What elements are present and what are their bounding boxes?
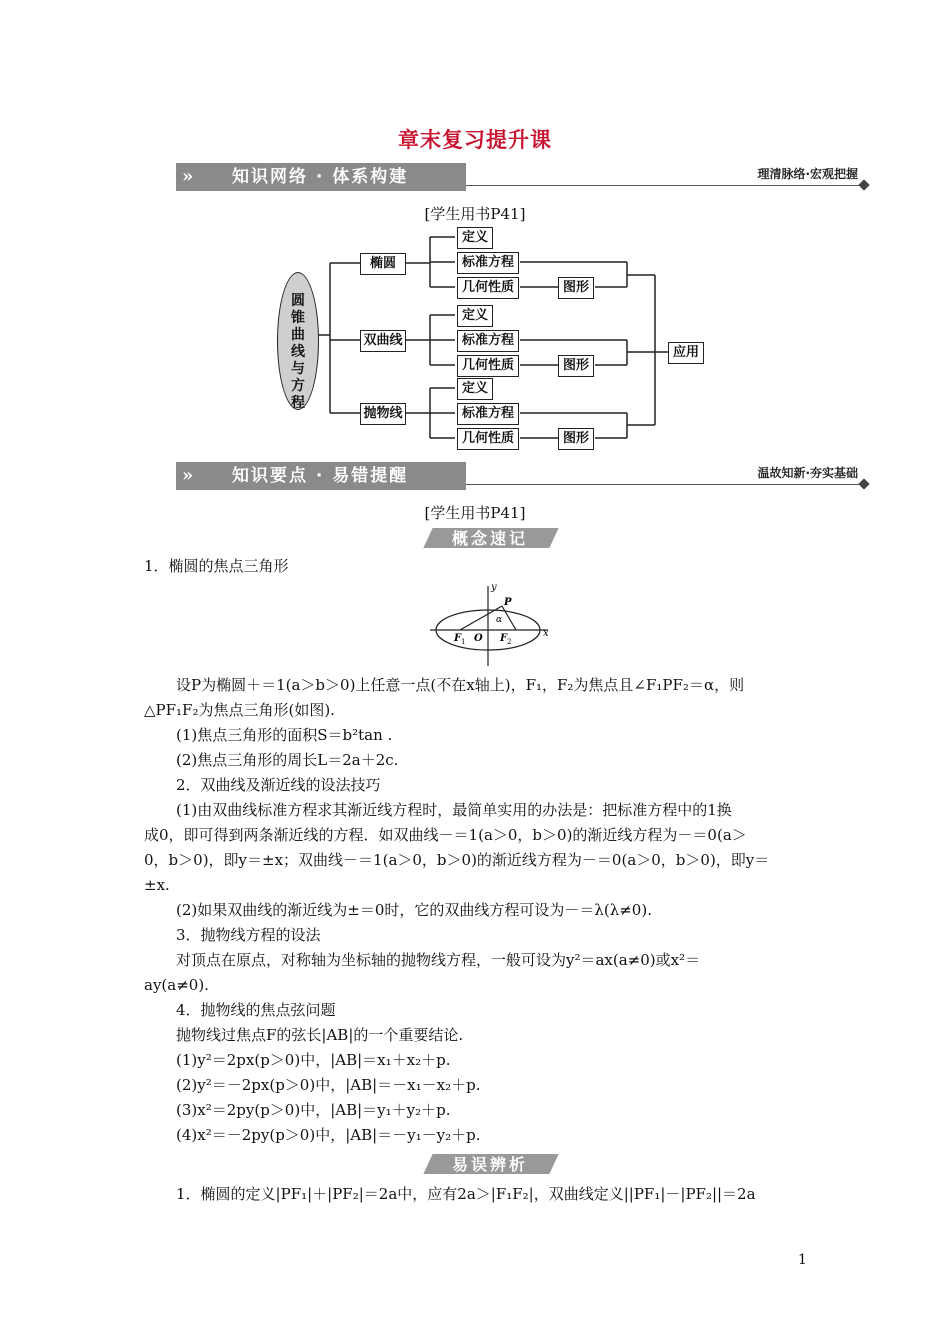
branch-node: 抛物线 <box>360 403 406 425</box>
branch-node: 椭圆 <box>360 253 406 275</box>
paragraph: (2)如果双曲线的渐近线为±＝0时，它的双曲线方程可设为－＝λ(λ≠0). <box>176 901 652 919</box>
paragraph: 成0，即可得到两条渐近线的方程．如双曲线－＝1(a＞0，b＞0)的渐近线方程为－＝0(a＞ <box>144 826 747 844</box>
root-char: 线 <box>291 344 305 360</box>
paragraph: (2)y²＝－2px(p＞0)中，|AB|＝－x₁－x₂＋p. <box>176 1076 481 1094</box>
banner-title: 知识网络 · 体系构建 <box>232 167 409 187</box>
banner-subtitle: 温故知新·夯实基础 <box>757 466 858 480</box>
paragraph: 对顶点在原点，对称轴为坐标轴的抛物线方程，一般可设为y²＝ax(a≠0)或x²＝ <box>176 951 701 969</box>
item-heading: 4．抛物线的焦点弦问题 <box>176 1001 336 1019</box>
root-node <box>277 272 319 410</box>
root-char: 圆 <box>291 293 305 309</box>
leaf-node: 标准方程 <box>457 403 519 425</box>
item-heading: 3．抛物线方程的设法 <box>176 926 321 944</box>
focus-sub-2: 2 <box>507 638 512 646</box>
paragraph: (1)y²＝2px(p＞0)中，|AB|＝x₁＋x₂＋p. <box>176 1051 451 1069</box>
leaf-node: 几何性质 <box>457 277 519 299</box>
paragraph: (1)焦点三角形的面积S＝b²tan . <box>176 726 393 744</box>
chevron-right-icon: » <box>182 166 194 187</box>
leaf-node: 定义 <box>457 305 493 327</box>
apply-node: 应用 <box>668 342 704 364</box>
paragraph: (4)x²＝－2py(p＞0)中，|AB|＝－y₁－y₂＋p. <box>176 1126 481 1144</box>
paragraph: 抛物线过焦点F的弦长|AB|的一个重要结论. <box>176 1026 464 1044</box>
subhead-text: 易误辨析 <box>451 1155 528 1174</box>
figure-node: 图形 <box>558 277 594 299</box>
subhead-mistakes <box>420 1150 560 1176</box>
root-char: 锥 <box>291 310 305 326</box>
subhead-concepts <box>420 524 560 550</box>
branch-node: 双曲线 <box>360 330 406 352</box>
divider <box>466 484 868 485</box>
paragraph: 1．椭圆的定义|PF₁|＋|PF₂|＝2a中，应有2a＞|F₁F₂|，双曲线定义||PF₁|－|PF₂||＝2a <box>176 1185 756 1203</box>
paragraph: (3)x²＝2py(p＞0)中，|AB|＝y₁＋y₂＋p. <box>176 1101 451 1119</box>
axis-label-x: x <box>543 628 549 639</box>
leaf-node: 几何性质 <box>457 355 519 377</box>
paragraph: △PF₁F₂为焦点三角形(如图). <box>144 701 335 719</box>
root-char: 与 <box>291 361 305 377</box>
root-char: 方 <box>291 378 305 394</box>
root-char: 程 <box>291 395 305 411</box>
divider <box>466 185 868 186</box>
paragraph: ±x. <box>144 876 170 894</box>
section-banner-network <box>176 163 858 191</box>
section-banner-points <box>176 462 858 490</box>
paragraph: (2)焦点三角形的周长L＝2a＋2c. <box>176 751 399 769</box>
diamond-icon <box>858 179 869 190</box>
paragraph: 0，b＞0)，即y＝±x；双曲线－＝1(a＞0，b＞0)的渐近线方程为－＝0(a＞0，b＞0)，即y＝ <box>144 851 770 869</box>
focus-label-f2: F <box>500 633 508 644</box>
subhead-text: 概念速记 <box>451 529 528 548</box>
figure-node: 图形 <box>558 428 594 450</box>
leaf-node: 标准方程 <box>457 330 519 352</box>
axis-label-y: y <box>491 582 497 593</box>
figure-node: 图形 <box>558 355 594 377</box>
angle-label: α <box>496 615 503 625</box>
reference-label: [学生用书P41] <box>424 205 526 223</box>
page-number: 1 <box>798 1252 807 1268</box>
paragraph: (1)由双曲线标准方程求其渐近线方程时，最简单实用的办法是：把标准方程中的1换 <box>176 801 732 819</box>
banner-title: 知识要点 · 易错提醒 <box>232 466 409 486</box>
chevron-right-icon: » <box>182 465 194 486</box>
ellipse-figure <box>430 578 560 668</box>
leaf-node: 定义 <box>457 378 493 400</box>
leaf-node: 几何性质 <box>457 428 519 450</box>
paragraph: 设P为椭圆＋＝1(a＞b＞0)上任意一点(不在x轴上)，F₁，F₂为焦点且∠F₁PF₂＝α，则 <box>176 676 745 694</box>
origin-label: O <box>474 633 483 644</box>
point-label-p: P <box>504 597 512 608</box>
focus-sub-1: 1 <box>461 638 466 646</box>
root-char: 曲 <box>291 327 305 343</box>
item-heading: 2．双曲线及渐近线的设法技巧 <box>176 776 381 794</box>
reference-label: [学生用书P41] <box>424 504 526 522</box>
focus-label-f1: F <box>454 633 462 644</box>
item-heading: 1．椭圆的焦点三角形 <box>144 557 289 575</box>
paragraph: ay(a≠0). <box>144 976 209 994</box>
diamond-icon <box>858 478 869 489</box>
banner-subtitle: 理清脉络·宏观把握 <box>757 167 858 181</box>
leaf-node: 标准方程 <box>457 252 519 274</box>
page-title: 章末复习提升课 <box>398 127 552 152</box>
leaf-node: 定义 <box>457 227 493 249</box>
